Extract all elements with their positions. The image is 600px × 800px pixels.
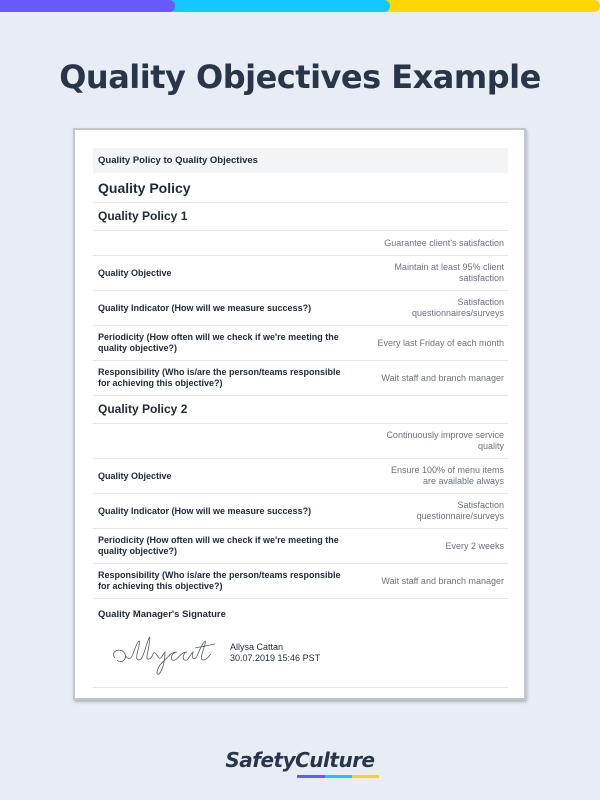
color-bar-yellow [384,0,600,12]
table-row [93,326,508,361]
policy-1-title: Quality Policy 1 [93,203,508,231]
color-bar-cyan [169,0,390,12]
table-row [93,564,508,599]
table-row [93,361,508,396]
signature-block [93,626,508,688]
section-header: Quality Policy to Quality Objectives [93,148,508,173]
brand-logo [0,748,600,772]
signature-timestamp: 30.07.2019 15:46 PST [230,652,321,663]
brand-logo-text: SafetyCulture [225,748,374,772]
document-content [93,148,508,688]
table-row [93,291,508,326]
page-title: Quality Objectives Example [59,58,541,96]
signature-image [103,630,218,675]
row-value: Satisfaction questionnaires/surveys [411,297,504,318]
table-row [93,256,508,291]
policy-2-statement: Continuously improve service quality [386,430,504,451]
row-label: Quality Indicator (How will we measure success?) [98,302,312,313]
row-label: Responsibility (Who is/are the person/teams responsible for achieving this objective?) [98,367,341,388]
row-value: Every 2 weeks [445,540,504,551]
row-label: Periodicity (How often will we check if we're meeting the quality objective?) [98,535,339,556]
row-value: Every last Friday of each month [377,337,504,348]
row-value: Satisfaction questionnaire/surveys [416,500,504,521]
color-bar-purple [0,0,175,12]
row-value: Wait staff and branch manager [381,575,504,586]
document-card [73,128,526,700]
row-label: Quality Indicator (How will we measure success?) [98,505,312,516]
policy-1-statement-row [93,231,508,256]
policy-2-statement-row [93,424,508,459]
signature-label: Quality Manager's Signature [98,609,226,620]
table-row [93,459,508,494]
table-row [93,529,508,564]
policy-2-title: Quality Policy 2 [93,396,508,424]
quality-policy-heading: Quality Policy [93,173,508,203]
row-label: Periodicity (How often will we check if we're meeting the quality objective?) [98,332,339,353]
top-color-bar [0,0,600,12]
row-value: Maintain at least 95% client satisfaction [394,262,504,283]
brand-underline [297,775,379,778]
row-value: Ensure 100% of menu items are available always [390,465,504,486]
policy-1-statement: Guarantee client's satisfaction [384,237,504,248]
signature-meta [230,642,320,664]
signer-name: Allysa Cattan [230,641,284,652]
row-value: Wait staff and branch manager [381,372,504,383]
row-label: Responsibility (Who is/are the person/teams responsible for achieving this objective?) [98,570,341,591]
row-label: Quality Objective [98,470,172,481]
row-label: Quality Objective [98,267,172,278]
table-row [93,494,508,529]
